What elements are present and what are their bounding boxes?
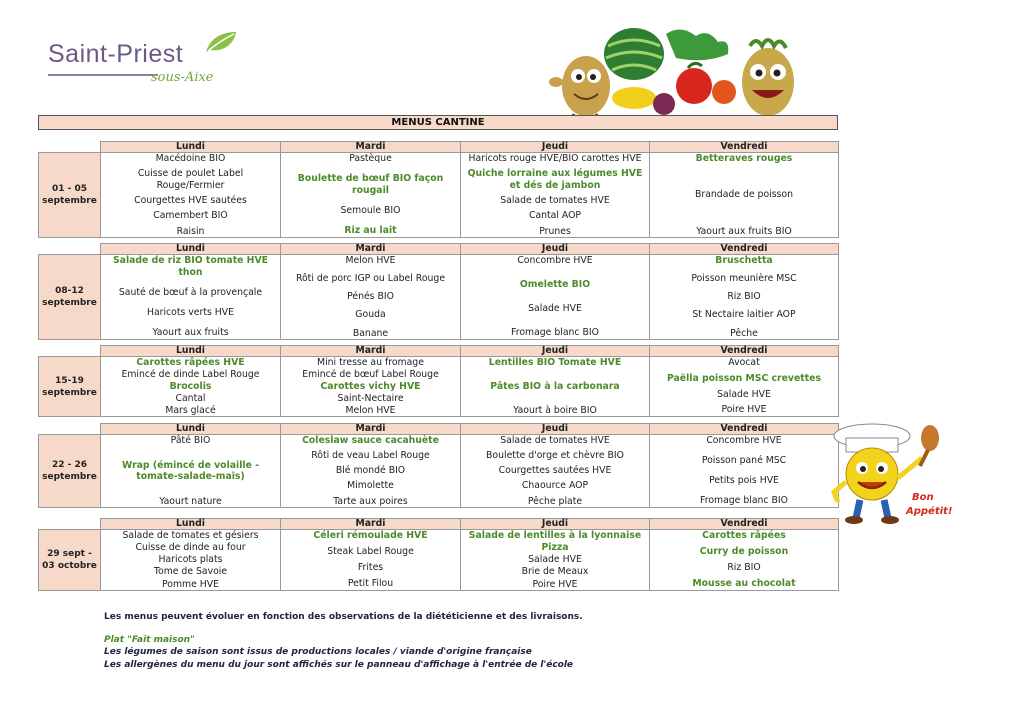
dish: Pomme HVE	[162, 578, 219, 590]
dish: Riz BIO	[727, 291, 761, 303]
date-line: septembre	[42, 298, 97, 308]
menu-cell-mardi	[281, 435, 461, 508]
dish: Salade de tomates et gésiers	[122, 530, 259, 541]
dish: Poire HVE	[532, 578, 578, 590]
dish: Tarte aux poires	[333, 495, 408, 507]
dish: Petit Filou	[347, 578, 394, 590]
menu-cell-jeudi	[461, 435, 650, 508]
menu-cell-vendredi	[650, 435, 839, 508]
menu-cell-mardi	[281, 357, 461, 417]
dish: Yaourt à boire BIO	[513, 404, 597, 416]
menu-cell-mardi	[281, 153, 461, 238]
dish: Haricots rouge HVE/BIO carottes HVE	[468, 153, 642, 164]
date-line: septembre	[42, 196, 97, 206]
dish: Raisin	[176, 225, 205, 237]
dish: Poisson pané MSC	[701, 455, 787, 467]
menu-cell-vendredi	[650, 357, 839, 417]
week-table-5	[38, 518, 839, 591]
day-header-mardi: Mardi	[281, 346, 461, 357]
dish-fait-maison: Riz au lait	[344, 225, 397, 237]
header-spacer	[39, 424, 101, 435]
dish: Fromage blanc BIO	[700, 495, 788, 507]
menu-cell-jeudi	[461, 255, 650, 340]
dish-fait-maison: Wrap (émincé de volaille - tomate-salade-maïs)	[121, 459, 259, 482]
dish: Emincé de dinde Label Rouge	[121, 368, 260, 380]
day-header-jeudi: Jeudi	[461, 519, 650, 530]
dish: Pénés BIO	[347, 291, 394, 303]
day-header-vendredi: Vendredi	[650, 346, 839, 357]
date-line: 15-19	[55, 375, 84, 386]
day-header-vendredi: Vendredi	[650, 519, 839, 530]
dish-fait-maison: Lentilles BIO Tomate HVE	[488, 357, 622, 368]
dish-fait-maison: Coleslaw sauce cacahuète	[302, 435, 439, 446]
dish: Brandade de poisson	[695, 189, 793, 201]
leaf-icon	[204, 30, 238, 54]
date-line: 22 - 26	[51, 460, 88, 470]
day-header-jeudi: Jeudi	[461, 424, 650, 435]
header-spacer	[39, 244, 101, 255]
dish-fait-maison: Salade de lentilles à la lyonnaise	[468, 530, 642, 541]
dish-fait-maison: Boulette de bœuf BIO façon rougail	[297, 173, 444, 196]
dish: Yaourt aux fruits	[152, 327, 229, 339]
menu-cell-lundi	[101, 255, 281, 340]
menu-cell-mardi	[281, 530, 461, 591]
day-header-mardi: Mardi	[281, 424, 461, 435]
dish: Salade de tomates HVE	[500, 435, 610, 446]
dish-fait-maison: Carottes râpées	[702, 530, 786, 541]
dish: Brie de Meaux	[521, 566, 589, 578]
dish-fait-maison: Curry de poisson	[699, 546, 789, 558]
day-header-jeudi: Jeudi	[461, 346, 650, 357]
day-header-lundi: Lundi	[101, 424, 281, 435]
dish: Chaource AOP	[521, 480, 589, 492]
logo-subtitle: sous-Aixe	[151, 70, 214, 85]
week-table-2	[38, 243, 839, 340]
dish: Saint-Nectaire	[337, 392, 404, 404]
date-line: septembre	[42, 472, 97, 482]
menu-cell-vendredi	[650, 255, 839, 340]
dish: Melon HVE	[345, 404, 396, 416]
menu-cell-vendredi	[650, 530, 839, 591]
date-line: 08-12	[55, 286, 84, 296]
logo-name: Saint-Priest	[48, 40, 184, 68]
dish: Mimolette	[347, 480, 394, 492]
dish: Steak Label Rouge	[327, 546, 414, 558]
dish-fait-maison: Carottes râpées HVE	[136, 357, 245, 368]
date-line: 29 sept -	[47, 549, 92, 559]
dish: Emincé de bœuf Label Rouge	[302, 368, 439, 380]
dish: Cuisse de poulet Label Rouge/Fermier	[137, 168, 244, 191]
dish-fait-maison: Quiche lorraine aux légumes HVE et dés de jambon	[467, 168, 643, 191]
dish: Courgettes HVE sautées	[134, 195, 247, 206]
dish: Macédoine BIO	[155, 153, 226, 164]
dish: Poisson meunière MSC	[691, 273, 797, 285]
dish-fait-maison: Betteraves rouges	[695, 153, 793, 164]
dish: Rôti de porc IGP ou Label Rouge	[295, 273, 446, 285]
dish: Blé mondé BIO	[335, 465, 406, 477]
week-date-range	[39, 357, 101, 417]
note-fait-maison: Plat "Fait maison"	[104, 634, 195, 645]
dish: Mars glacé	[165, 404, 216, 416]
dish: Yaourt aux fruits BIO	[696, 225, 792, 237]
dish: Cantal AOP	[528, 210, 582, 222]
dish: Sauté de bœuf à la provençale	[118, 286, 263, 298]
date-line: 01 - 05	[51, 184, 88, 194]
dish: Cantal	[175, 392, 206, 404]
week-table-3	[38, 345, 839, 417]
dish-fait-maison: Salade de riz BIO tomate HVE thon	[112, 255, 269, 278]
day-header-lundi: Lundi	[101, 346, 281, 357]
dish: Boulette d'orge et chèvre BIO	[486, 450, 624, 462]
week-date-range	[39, 255, 101, 340]
dish: Riz BIO	[727, 562, 761, 574]
week-date-range	[39, 153, 101, 238]
dish-fait-maison: Mousse au chocolat	[692, 578, 796, 590]
dish-fait-maison: Omelette BIO	[519, 279, 591, 291]
day-header-vendredi: Vendredi	[650, 142, 839, 153]
day-header-jeudi: Jeudi	[461, 244, 650, 255]
week-date-range	[39, 530, 101, 591]
vegetables-illustration	[546, 24, 804, 124]
menu-cell-lundi	[101, 357, 281, 417]
day-header-vendredi: Vendredi	[650, 244, 839, 255]
saint-priest-logo	[48, 30, 258, 90]
dish: Haricots verts HVE	[146, 307, 235, 319]
dish: Yaourt nature	[159, 495, 222, 507]
day-header-vendredi: Vendredi	[650, 424, 839, 435]
dish: Concombre HVE	[706, 435, 782, 446]
dish: Rôti de veau Label Rouge	[311, 450, 430, 462]
dish: Pâté BIO	[170, 435, 211, 446]
header-spacer	[39, 142, 101, 153]
dish: Concombre HVE	[517, 255, 593, 266]
day-header-mardi: Mardi	[281, 519, 461, 530]
date-line: 03 octobre	[42, 561, 97, 571]
menu-cell-vendredi	[650, 153, 839, 238]
header-spacer	[39, 519, 101, 530]
note-allergens: Les allergènes du menu du jour sont affichés sur le panneau d'affichage à l'entrée de l'école	[104, 659, 574, 670]
dish: Salade HVE	[528, 303, 582, 315]
dish: Salade HVE	[717, 388, 771, 400]
week-table-4	[38, 423, 839, 508]
day-header-lundi: Lundi	[101, 519, 281, 530]
dish: Pêche	[730, 327, 758, 339]
dish-fait-maison: Pizza	[541, 542, 569, 554]
dish: Salade HVE	[528, 554, 582, 566]
dish: St Nectaire laitier AOP	[692, 309, 796, 321]
dish: Melon HVE	[345, 255, 396, 266]
day-header-lundi: Lundi	[101, 244, 281, 255]
dish: Camembert BIO	[153, 210, 228, 222]
day-header-mardi: Mardi	[281, 142, 461, 153]
dish: Poire HVE	[721, 404, 767, 416]
dish: Salade de tomates HVE	[500, 195, 610, 206]
dish-fait-maison: Céleri rémoulade HVE	[313, 530, 428, 541]
note-local-vegetables: Les légumes de saison sont issus de productions locales / viande d'origine française	[104, 647, 532, 657]
dish: Avocat	[728, 357, 760, 368]
dish-fait-maison: Carottes vichy HVE	[320, 380, 421, 392]
day-header-jeudi: Jeudi	[461, 142, 650, 153]
menu-cell-jeudi	[461, 357, 650, 417]
dish-fait-maison: Pâtes BIO à la carbonara	[490, 380, 620, 392]
menu-cell-lundi	[101, 530, 281, 591]
menu-cell-lundi	[101, 153, 281, 238]
dish: Cuisse de dinde au four	[135, 542, 246, 554]
day-header-mardi: Mardi	[281, 244, 461, 255]
dish: Haricots plats	[158, 554, 223, 566]
dish: Pêche plate	[527, 495, 583, 507]
chef-bon-text: Bon	[912, 492, 934, 503]
chef-appetit-text: Appétit!	[906, 506, 953, 517]
dish: Semoule BIO	[340, 205, 401, 217]
note-menus-evolve: Les menus peuvent évoluer en fonction des observations de la diététicienne et des livraisons.	[104, 612, 583, 622]
dish: Mini tresse au fromage	[317, 357, 424, 368]
dish: Pastèque	[349, 153, 392, 164]
dish: Tome de Savoie	[153, 566, 228, 578]
menu-cell-jeudi	[461, 153, 650, 238]
logo-underline	[48, 74, 158, 76]
dish-fait-maison: Paëlla poisson MSC crevettes	[666, 372, 822, 384]
day-header-lundi: Lundi	[101, 142, 281, 153]
dish: Frites	[357, 562, 384, 574]
dish: Courgettes sautées HVE	[498, 465, 612, 477]
dish-fait-maison: Brocolis	[169, 380, 212, 392]
header-spacer	[39, 346, 101, 357]
dish: Gouda	[355, 309, 386, 321]
dish-fait-maison: Bruschetta	[715, 255, 773, 266]
menu-notes	[104, 611, 583, 671]
menu-cell-jeudi	[461, 530, 650, 591]
menu-title-bar: MENUS CANTINE	[38, 115, 838, 130]
week-date-range	[39, 435, 101, 508]
dish: Fromage blanc BIO	[511, 327, 599, 339]
week-table-1	[38, 141, 839, 238]
date-line: septembre	[42, 387, 97, 398]
dish: Banane	[352, 327, 389, 339]
dish: Prunes	[539, 225, 571, 237]
menu-cell-lundi	[101, 435, 281, 508]
dish: Petits pois HVE	[709, 475, 779, 487]
menu-cell-mardi	[281, 255, 461, 340]
chef-mascot-illustration	[826, 422, 958, 530]
